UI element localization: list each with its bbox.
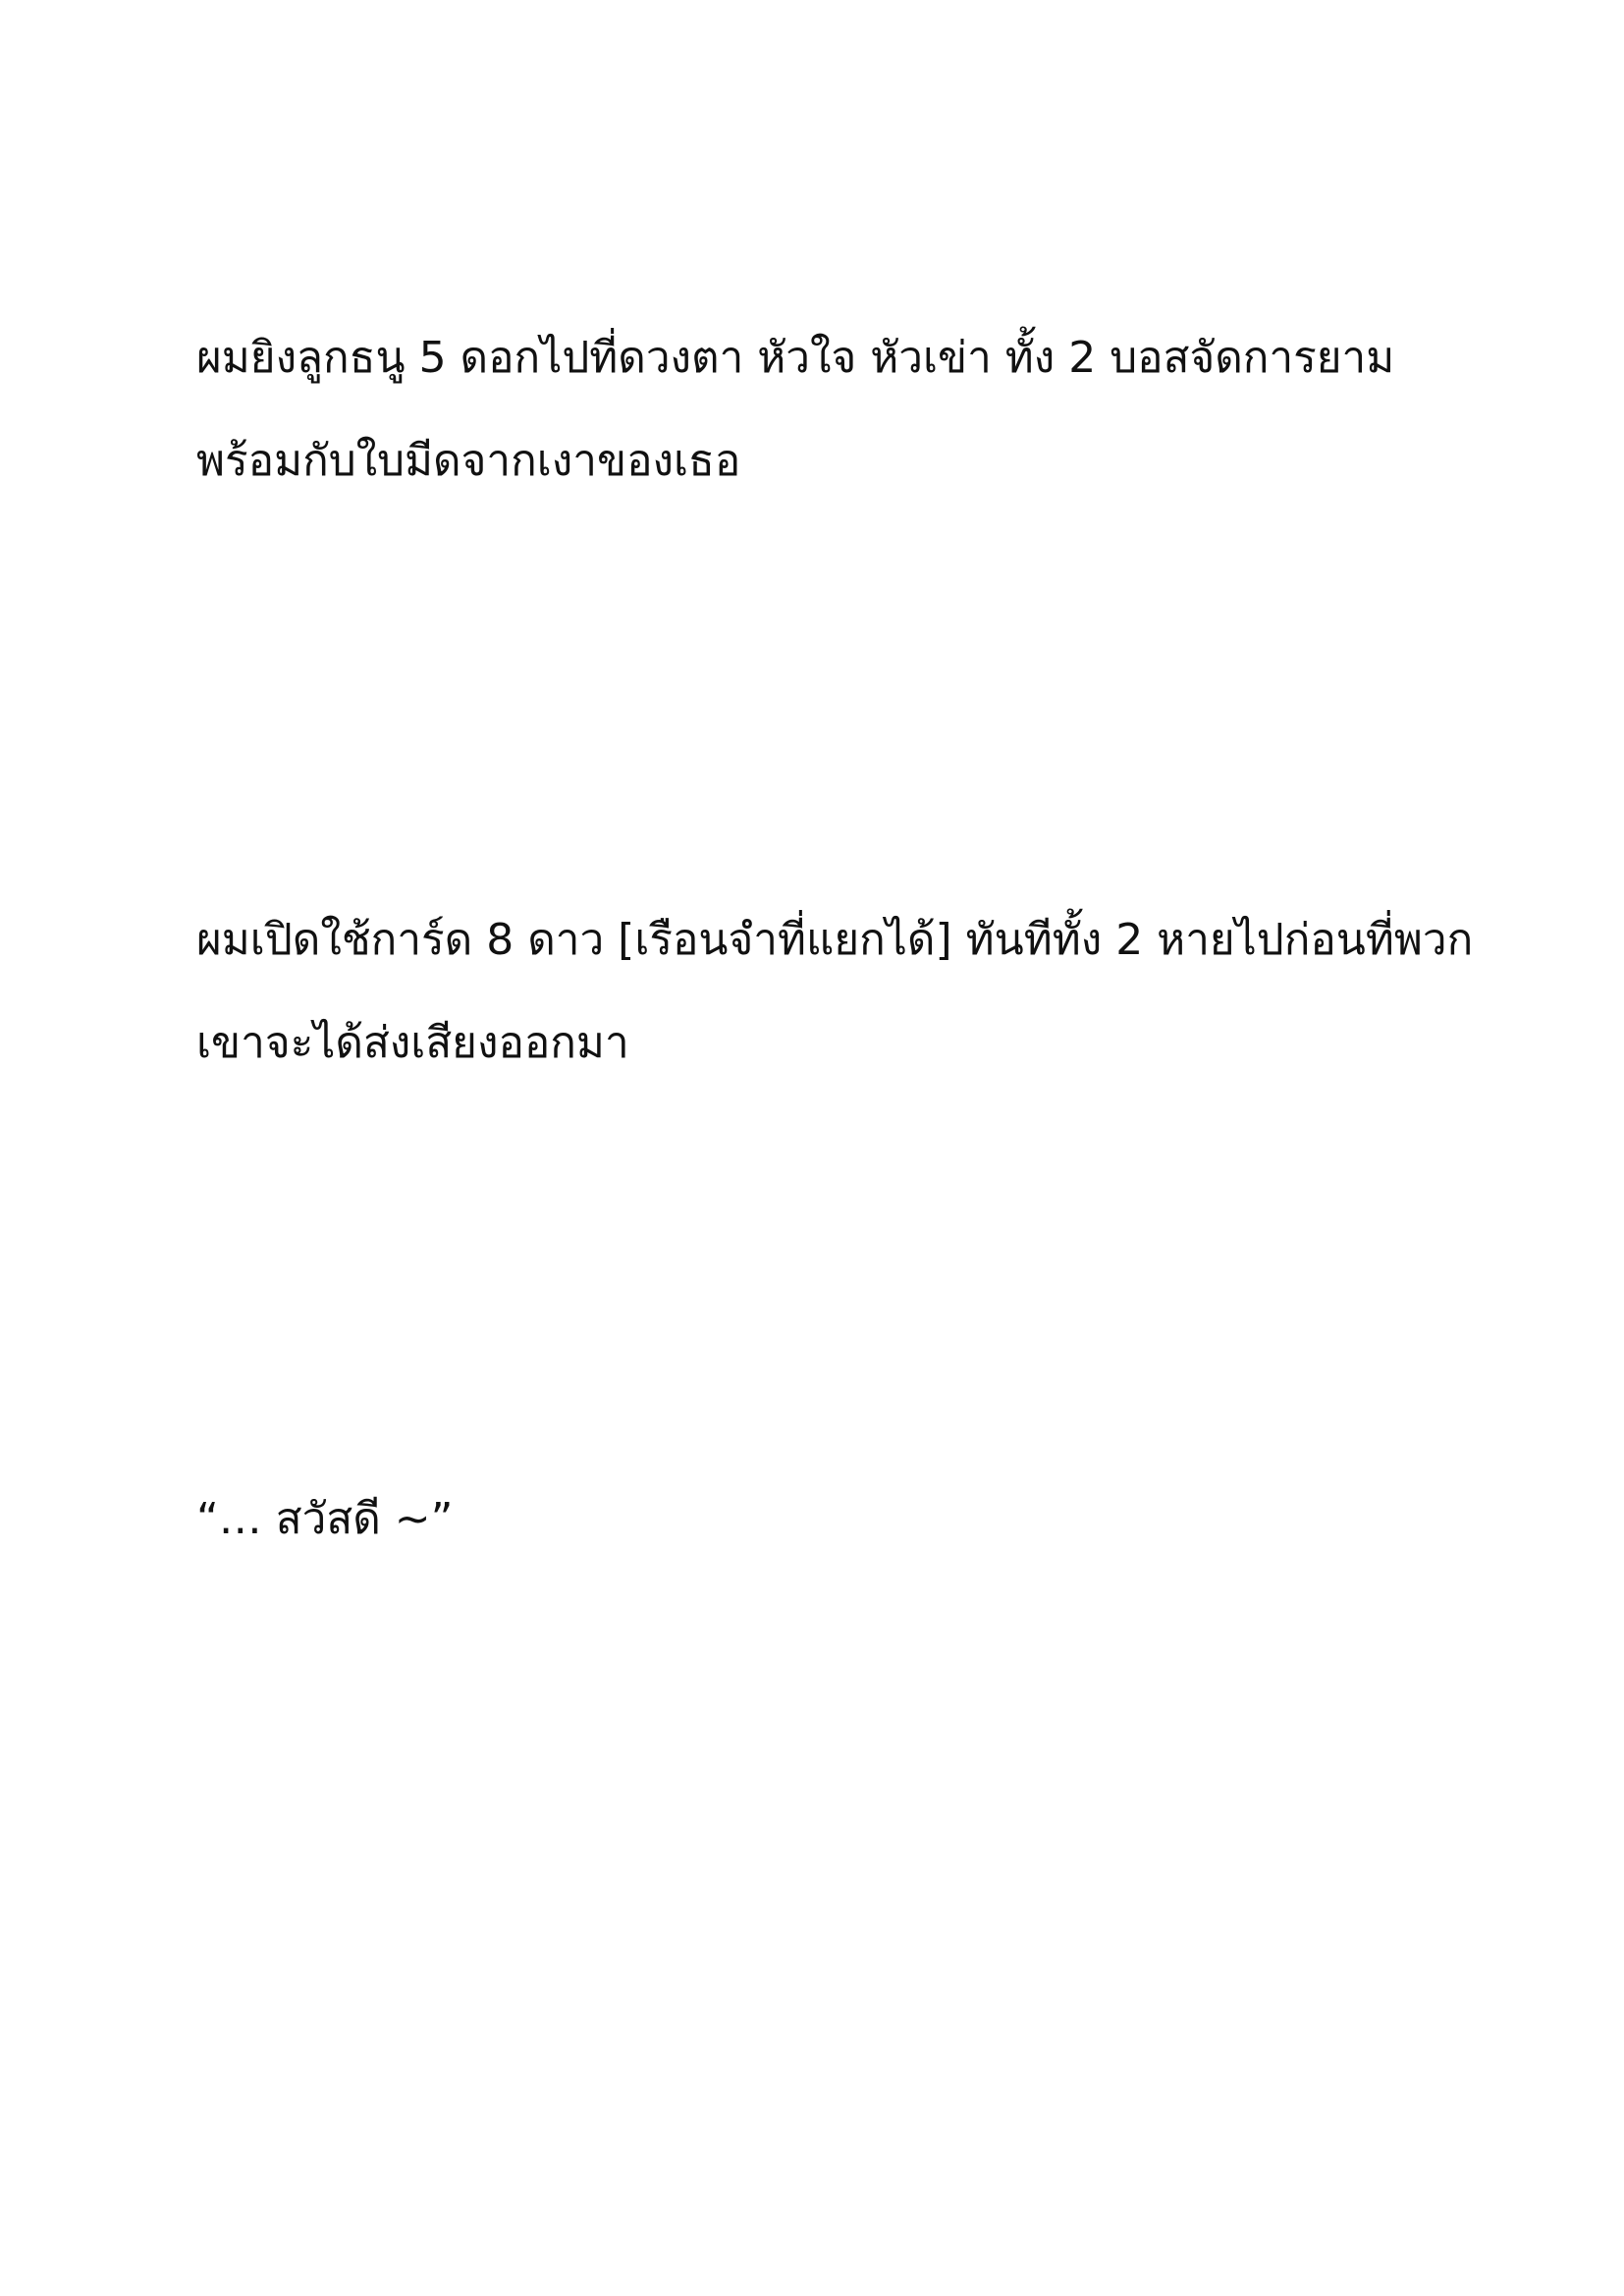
dialogue-line: “… สวัสดี ~”	[196, 1494, 454, 1544]
text-line: ผมเปิดใช้การ์ด 8 ดาว [เรือนจำที่แยกได้] ทันทีทั้ง 2 หายไปก่อนที่พวก	[196, 915, 1474, 965]
text-line: เขาจะได้ส่งเสียงออกมา	[196, 1018, 629, 1068]
text-line: ผมยิงลูกธนู 5 ดอกไปที่ดวงตา หัวใจ หัวเข่า ทั้ง 2 บอสจัดการยาม	[196, 333, 1395, 383]
text-line: พร้อมกับใบมีดจากเงาของเธอ	[196, 436, 741, 486]
